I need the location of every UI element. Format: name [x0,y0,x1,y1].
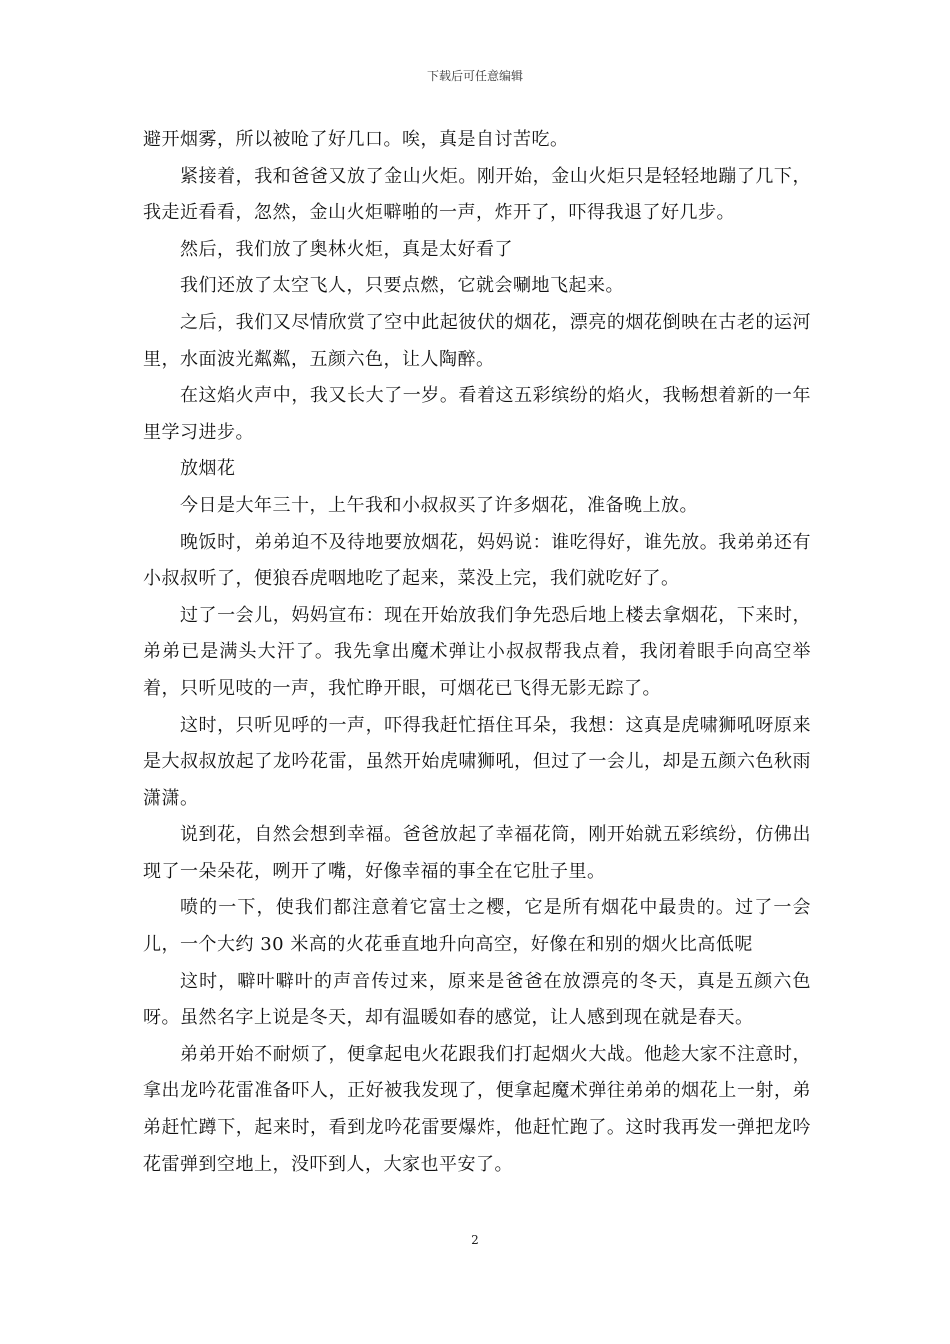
paragraph: 弟弟开始不耐烦了，便拿起电火花跟我们打起烟火大战。他趁大家不注意时，拿出龙吟花雷准备吓人，正好被我发现了，便拿起魔术弹往弟弟的烟花上一射，弟弟赶忙蹲下，起来时，看到龙吟花雷要爆炸，他赶忙跑了。这时我再发一弹把龙吟花雷弹到空地上，没吓到人，大家也平安了。 [143,1043,811,1175]
paragraph: 紧接着，我和爸爸又放了金山火炬。刚开始，金山火炬只是轻轻地蹦了几下，我走近看看，忽然，金山火炬噼啪的一声，炸开了，吓得我退了好几步。 [143,165,811,224]
paragraph: 避开烟雾，所以被呛了好几口。唉，真是自讨苦吃。 [143,129,569,150]
paragraph: 之后，我们又尽情欣赏了空中此起彼伏的烟花，漂亮的烟花倒映在古老的运河里，水面波光粼粼，五颜六色，让人陶醉。 [143,311,811,370]
paragraph: 过了一会儿，妈妈宣布：现在开始放我们争先恐后地上楼去拿烟花，下来时，弟弟已是满头大汗了。我先拿出魔术弹让小叔叔帮我点着，我闭着眼手向高空举着，只听见吱的一声，我忙睁开眼，可烟花已飞得无影无踪了。 [143,604,811,699]
document-body [143,122,811,1183]
paragraph: 这时，噼叶噼叶的声音传过来，原来是爸爸在放漂亮的冬天，真是五颜六色呀。虽然名字上说是冬天，却有温暖如春的感觉，让人感到现在就是春天。 [143,970,811,1029]
paragraph: 说到花，自然会想到幸福。爸爸放起了幸福花筒，刚开始就五彩缤纷，仿佛出现了一朵朵花，咧开了嘴，好像幸福的事全在它肚子里。 [143,824,811,882]
paragraph: 晚饭时，弟弟迫不及待地要放烟花，妈妈说：谁吃得好，谁先放。我弟弟还有小叔叔听了，便狼吞虎咽地吃了起来，菜没上完，我们就吃好了。 [143,531,811,590]
paragraph: 今日是大年三十，上午我和小叔叔买了许多烟花，准备晚上放。 [180,494,698,516]
paragraph: 然后，我们放了奥林火炬，真是太好看了 [180,238,513,260]
paragraph: 我们还放了太空飞人，只要点燃，它就会唰地飞起来。 [180,275,624,297]
paragraph: 喷的一下，使我们都注意着它富士之樱，它是所有烟花中最贵的。过了一会儿，一个大约 30 米高的火花垂直地升向高空，好像在和别的烟火比高低呢 [143,897,811,956]
page-header: 下载后可任意编辑 [426,69,523,83]
paragraph: 这时，只听见呼的一声，吓得我赶忙捂住耳朵，我想：这真是虎啸狮吼呀原来是大叔叔放起了龙吟花雷，虽然开始虎啸狮吼，但过了一会儿，却是五颜六色秋雨潇潇。 [143,714,811,809]
paragraph: 在这焰火声中，我又长大了一岁。看着这五彩缤纷的焰火，我畅想着新的一年里学习进步。 [143,385,811,443]
section-title: 放烟花 [180,458,236,480]
page-number: 2 [471,1233,479,1247]
